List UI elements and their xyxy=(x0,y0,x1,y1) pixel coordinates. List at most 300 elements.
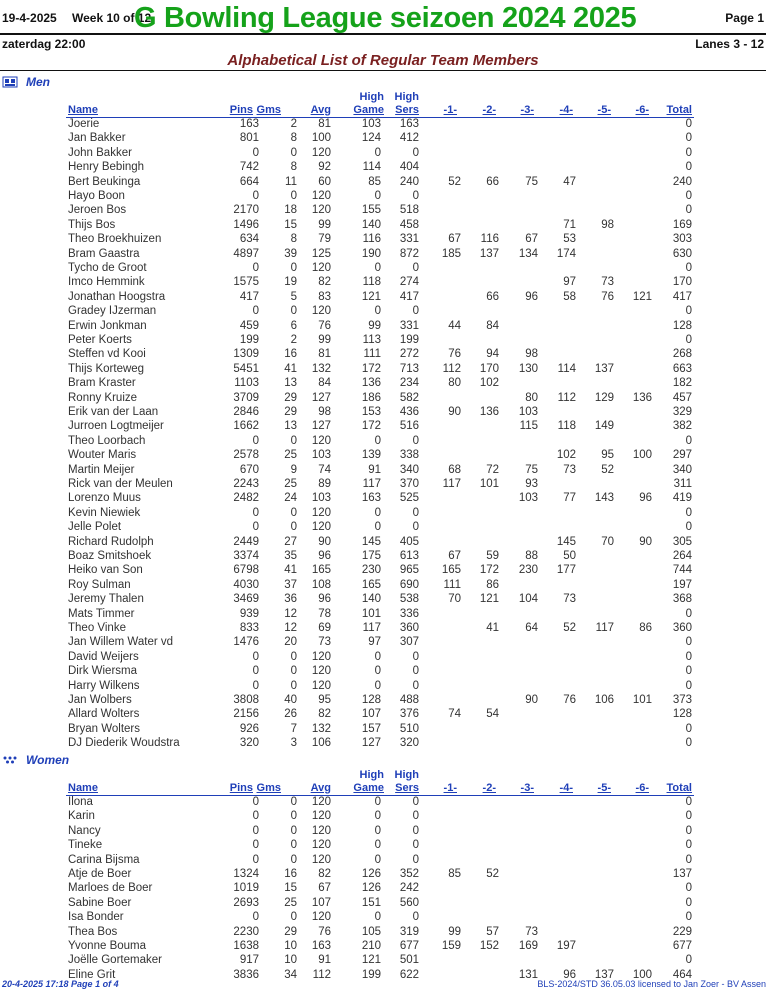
cell-games: 0 xyxy=(290,679,297,692)
member-row xyxy=(0,477,768,491)
cell-game-4: 50 xyxy=(563,550,576,562)
cell-total: 0 xyxy=(685,882,692,895)
cell-pins: 6798 xyxy=(233,564,259,577)
cell-pins: 917 xyxy=(239,954,259,967)
cell-pins: 664 xyxy=(239,175,259,188)
cell-high-game: 0 xyxy=(374,679,381,692)
cell-games: 41 xyxy=(284,564,297,577)
cell-game-1: 70 xyxy=(448,593,461,606)
cell-average: 112 xyxy=(312,968,331,981)
cell-pins: 926 xyxy=(239,722,259,735)
cell-high-game: 153 xyxy=(361,406,381,418)
cell-games: 40 xyxy=(284,694,297,706)
cell-games: 8 xyxy=(290,132,297,145)
member-name: Henry Bebingh xyxy=(68,161,145,174)
cell-games: 36 xyxy=(284,593,297,606)
cell-game-2: 101 xyxy=(479,478,499,490)
cell-average: 76 xyxy=(318,925,331,938)
cell-high-series: 458 xyxy=(399,218,419,231)
cell-average: 120 xyxy=(311,204,331,217)
cell-average: 107 xyxy=(311,896,331,909)
cell-games: 3 xyxy=(290,737,297,750)
member-name: Marloes de Boer xyxy=(68,882,153,895)
header-rule xyxy=(0,33,766,35)
member-name: Harry Wilkens xyxy=(68,679,140,692)
member-name: Roy Sulman xyxy=(68,578,131,591)
cell-high-game: 0 xyxy=(374,305,381,318)
cell-high-series: 272 xyxy=(399,348,419,361)
column-header-g6: -6- xyxy=(635,104,649,116)
member-row xyxy=(0,419,768,433)
cell-high-series: 436 xyxy=(399,406,419,418)
cell-game-4: 53 xyxy=(563,233,576,246)
cell-pins: 1103 xyxy=(234,377,259,390)
cell-game-6: 96 xyxy=(639,492,652,505)
cell-game-2: 59 xyxy=(486,550,499,562)
cell-game-2: 66 xyxy=(486,175,499,188)
cell-pins: 670 xyxy=(239,463,259,476)
member-row xyxy=(0,290,768,304)
cell-high-game: 111 xyxy=(363,348,381,361)
cell-high-series: 320 xyxy=(399,737,419,750)
cell-high-series: 360 xyxy=(399,622,419,634)
member-row xyxy=(0,621,768,635)
cell-average: 84 xyxy=(318,377,331,390)
member-row xyxy=(0,953,768,967)
cell-game-3: 169 xyxy=(518,940,538,952)
cell-total: 373 xyxy=(672,694,692,706)
cell-game-1: 99 xyxy=(448,925,461,938)
cell-total: 240 xyxy=(672,175,692,188)
cell-average: 69 xyxy=(318,622,331,634)
member-name: Jurroen Logtmeijer xyxy=(68,420,164,433)
cell-game-1: 67 xyxy=(448,233,461,246)
cell-game-6: 86 xyxy=(639,622,652,634)
cell-pins: 1476 xyxy=(233,636,259,649)
cell-pins: 0 xyxy=(252,679,259,692)
cell-total: 0 xyxy=(685,853,692,866)
cell-average: 73 xyxy=(318,636,331,649)
member-row xyxy=(0,362,768,376)
member-name: Jan Willem Water vd xyxy=(68,636,174,649)
column-header-avg: Avg xyxy=(310,782,331,794)
cell-high-game: 0 xyxy=(374,262,381,274)
member-name: Heiko van Son xyxy=(68,564,143,577)
member-name: Nancy xyxy=(68,824,101,837)
cell-game-1: 52 xyxy=(448,175,461,188)
cell-games: 26 xyxy=(284,708,297,721)
cell-average: 103 xyxy=(311,492,331,505)
cell-games: 0 xyxy=(290,824,297,837)
report-date: 19-4-2025 xyxy=(2,11,57,25)
member-row xyxy=(0,867,768,881)
cell-average: 120 xyxy=(311,262,331,274)
column-header-total: Total xyxy=(666,104,692,116)
cell-total: 303 xyxy=(672,233,692,246)
member-row xyxy=(0,448,768,462)
cell-game-4: 73 xyxy=(563,463,576,476)
member-name: Thijs Korteweg xyxy=(68,362,145,375)
cell-game-3: 93 xyxy=(525,478,538,490)
cell-high-game: 199 xyxy=(361,968,381,981)
member-row xyxy=(0,925,768,939)
cell-game-2: 137 xyxy=(479,247,499,260)
member-name: Theo Broekhuizen xyxy=(68,233,162,246)
cell-pins: 0 xyxy=(252,839,259,852)
cell-game-3: 98 xyxy=(525,348,538,361)
member-name: Carina Bijsma xyxy=(68,853,140,866)
cell-pins: 1662 xyxy=(233,420,259,433)
cell-game-6: 90 xyxy=(639,535,652,548)
member-row xyxy=(0,391,768,405)
cell-high-series: 307 xyxy=(399,636,419,649)
cell-total: 0 xyxy=(685,146,692,159)
cell-high-series: 376 xyxy=(399,708,419,721)
cell-game-4: 174 xyxy=(556,247,576,260)
cell-game-5: 143 xyxy=(594,492,614,505)
member-name: Jonathan Hoogstra xyxy=(68,290,166,303)
cell-game-1: 67 xyxy=(448,550,461,562)
column-header-high-game-1: High xyxy=(359,91,384,103)
member-name: David Weijers xyxy=(68,650,139,663)
member-row xyxy=(0,160,768,174)
cell-game-5: 117 xyxy=(595,622,614,634)
cell-total: 0 xyxy=(685,334,692,346)
cell-games: 27 xyxy=(284,535,297,548)
cell-total: 128 xyxy=(672,708,692,721)
member-name: Bram Gaastra xyxy=(68,247,140,260)
cell-game-5: 70 xyxy=(601,535,614,548)
member-row xyxy=(0,304,768,318)
cell-total: 0 xyxy=(685,665,692,678)
member-name: Jeroen Bos xyxy=(68,204,127,217)
cell-games: 37 xyxy=(284,578,297,591)
column-header-name: Name xyxy=(68,782,98,794)
cell-average: 95 xyxy=(318,694,331,706)
column-header-g5: -5- xyxy=(597,782,611,794)
cell-game-1: 159 xyxy=(441,940,461,952)
cell-game-5: 149 xyxy=(594,420,614,433)
cell-games: 29 xyxy=(284,406,297,418)
cell-high-series: 319 xyxy=(399,925,419,938)
cell-pins: 833 xyxy=(239,622,259,634)
member-row xyxy=(0,218,768,232)
cell-high-game: 0 xyxy=(374,650,381,663)
member-row xyxy=(0,232,768,246)
cell-high-game: 113 xyxy=(362,334,381,346)
cell-high-series: 965 xyxy=(399,564,419,577)
cell-games: 0 xyxy=(290,434,297,447)
cell-high-series: 872 xyxy=(399,247,419,260)
column-header-high-sers-2: Sers xyxy=(395,782,419,794)
cell-games: 5 xyxy=(290,290,297,303)
cell-high-series: 0 xyxy=(412,824,419,837)
cell-pins: 2482 xyxy=(233,492,259,505)
cell-game-1: 112 xyxy=(442,362,461,375)
cell-high-game: 127 xyxy=(361,737,381,750)
column-header-g1: -1- xyxy=(443,104,457,116)
cell-games: 0 xyxy=(290,665,297,678)
cell-high-series: 0 xyxy=(412,796,419,808)
cell-high-series: 0 xyxy=(412,506,419,519)
cell-high-series: 338 xyxy=(399,449,419,462)
cell-high-game: 230 xyxy=(361,564,381,577)
cell-average: 120 xyxy=(311,824,331,837)
cell-pins: 3374 xyxy=(233,550,259,562)
member-name: Steffen vd Kooi xyxy=(68,348,146,361)
cell-high-series: 0 xyxy=(412,190,419,202)
cell-games: 6 xyxy=(290,319,297,332)
cell-games: 20 xyxy=(284,636,297,649)
member-name: Tineke xyxy=(68,839,103,852)
cell-average: 76 xyxy=(318,319,331,332)
cell-game-1: 165 xyxy=(441,564,461,577)
cell-game-4: 47 xyxy=(563,175,576,188)
cell-average: 100 xyxy=(311,132,331,145)
cell-games: 11 xyxy=(285,175,297,188)
cell-game-3: 80 xyxy=(525,391,538,404)
league-title: G Bowling League seizoen 2024 2025 xyxy=(134,2,637,34)
cell-game-1: 68 xyxy=(448,463,461,476)
cell-game-5: 129 xyxy=(594,391,614,404)
cell-game-4: 114 xyxy=(557,362,576,375)
cell-total: 0 xyxy=(685,810,692,823)
cell-high-game: 186 xyxy=(361,391,381,404)
cell-game-5: 95 xyxy=(601,449,614,462)
member-row xyxy=(0,592,768,606)
cell-games: 10 xyxy=(284,954,297,967)
cell-high-game: 99 xyxy=(368,319,381,332)
cell-high-game: 165 xyxy=(361,578,381,591)
cell-games: 19 xyxy=(284,276,297,289)
member-name: Jeremy Thalen xyxy=(68,593,144,606)
member-name: Atje de Boer xyxy=(68,868,132,880)
cell-game-4: 77 xyxy=(563,492,576,505)
cell-game-5: 137 xyxy=(594,362,614,375)
cell-pins: 2156 xyxy=(233,708,259,721)
cell-high-game: 157 xyxy=(361,722,381,735)
cell-game-1: 76 xyxy=(448,348,461,361)
cell-total: 264 xyxy=(672,550,692,562)
member-row xyxy=(0,261,768,275)
cell-total: 169 xyxy=(672,218,692,231)
cell-average: 96 xyxy=(318,550,331,562)
cell-games: 16 xyxy=(284,868,297,880)
cell-game-4: 97 xyxy=(563,276,576,289)
cell-high-game: 140 xyxy=(361,593,381,606)
cell-total: 197 xyxy=(672,578,692,591)
member-row xyxy=(0,563,768,577)
member-name: Tycho de Groot xyxy=(68,262,147,274)
cell-total: 0 xyxy=(685,132,692,145)
cell-game-6: 121 xyxy=(632,290,652,303)
cell-game-4: 197 xyxy=(556,940,576,952)
member-name: Bram Kraster xyxy=(68,377,136,390)
cell-game-5: 52 xyxy=(601,463,614,476)
cell-pins: 2170 xyxy=(233,204,259,217)
cell-total: 0 xyxy=(685,607,692,620)
cell-high-series: 690 xyxy=(399,578,419,591)
column-header-total: Total xyxy=(666,782,692,794)
cell-games: 8 xyxy=(290,233,297,246)
cell-pins: 0 xyxy=(252,650,259,663)
cell-average: 120 xyxy=(311,305,331,318)
cell-high-series: 0 xyxy=(412,650,419,663)
column-header-gms: Gms xyxy=(256,104,281,116)
cell-games: 25 xyxy=(284,478,297,490)
cell-pins: 320 xyxy=(239,737,259,750)
cell-high-series: 516 xyxy=(399,420,419,433)
cell-high-series: 274 xyxy=(399,276,419,289)
cell-total: 0 xyxy=(685,204,692,217)
cell-game-2: 116 xyxy=(480,233,499,246)
cell-total: 419 xyxy=(672,492,692,505)
cell-games: 13 xyxy=(284,420,297,433)
cell-high-game: 116 xyxy=(362,233,381,246)
column-header-high-sers-1: High xyxy=(394,769,419,781)
cell-high-series: 0 xyxy=(412,305,419,318)
cell-total: 382 xyxy=(672,420,692,433)
cell-game-2: 102 xyxy=(479,377,499,390)
member-name: Jelle Polet xyxy=(68,521,122,534)
member-row xyxy=(0,535,768,549)
cell-pins: 2693 xyxy=(233,896,259,909)
cell-average: 67 xyxy=(318,882,331,895)
member-row xyxy=(0,707,768,721)
column-header-avg: Avg xyxy=(310,104,331,116)
cell-high-series: 0 xyxy=(412,810,419,823)
cell-high-series: 331 xyxy=(399,319,419,332)
cell-pins: 459 xyxy=(239,319,259,332)
cell-high-series: 412 xyxy=(399,132,419,145)
cell-games: 2 xyxy=(290,118,297,130)
cell-high-game: 210 xyxy=(361,940,381,952)
cell-high-series: 0 xyxy=(412,911,419,924)
member-row xyxy=(0,275,768,289)
cell-pins: 3709 xyxy=(233,391,259,404)
cell-pins: 199 xyxy=(239,334,259,346)
cell-high-game: 0 xyxy=(374,146,381,159)
cell-game-5: 137 xyxy=(594,968,614,981)
member-row xyxy=(0,131,768,145)
cell-pins: 2449 xyxy=(233,535,259,548)
cell-high-game: 0 xyxy=(374,810,381,823)
cell-average: 79 xyxy=(318,233,331,246)
column-header-high-sers-2: Sers xyxy=(395,104,419,116)
cell-high-game: 190 xyxy=(361,247,381,260)
cell-pins: 0 xyxy=(252,521,259,534)
cell-pins: 0 xyxy=(252,810,259,823)
cell-total: 744 xyxy=(672,564,692,577)
member-row xyxy=(0,491,768,505)
cell-average: 81 xyxy=(318,348,331,361)
cell-game-3: 115 xyxy=(519,420,538,433)
cell-average: 60 xyxy=(318,175,331,188)
cell-game-3: 73 xyxy=(525,925,538,938)
member-name: Dirk Wiersma xyxy=(68,665,137,678)
member-row xyxy=(0,896,768,910)
cell-game-3: 134 xyxy=(518,247,538,260)
cell-game-4: 71 xyxy=(563,218,576,231)
cell-average: 127 xyxy=(311,420,331,433)
member-name: Richard Rudolph xyxy=(68,535,154,548)
cell-total: 0 xyxy=(685,911,692,924)
cell-high-game: 105 xyxy=(361,925,381,938)
cell-games: 0 xyxy=(290,521,297,534)
cell-high-series: 538 xyxy=(399,593,419,606)
cell-average: 163 xyxy=(311,940,331,952)
cell-high-game: 101 xyxy=(361,607,381,620)
cell-game-3: 96 xyxy=(525,290,538,303)
cell-games: 0 xyxy=(290,853,297,866)
cell-game-2: 66 xyxy=(486,290,499,303)
cell-total: 229 xyxy=(672,925,692,938)
cell-high-series: 613 xyxy=(399,550,419,562)
cell-game-3: 230 xyxy=(518,564,538,577)
cell-average: 120 xyxy=(311,190,331,202)
cell-game-1: 80 xyxy=(448,377,461,390)
member-row xyxy=(0,607,768,621)
cell-games: 10 xyxy=(284,940,297,952)
cell-pins: 4030 xyxy=(233,578,259,591)
cell-game-4: 112 xyxy=(557,391,576,404)
cell-game-4: 76 xyxy=(563,694,576,706)
member-name: Bryan Wolters xyxy=(68,722,141,735)
cell-games: 7 xyxy=(290,722,297,735)
member-name: Boaz Smitshoek xyxy=(68,550,152,562)
member-name: Allard Wolters xyxy=(68,708,140,721)
cell-games: 0 xyxy=(290,796,297,808)
member-row xyxy=(0,693,768,707)
cell-game-3: 64 xyxy=(525,622,538,634)
cell-total: 677 xyxy=(672,940,692,952)
cell-games: 16 xyxy=(284,348,297,361)
member-row xyxy=(0,520,768,534)
member-row xyxy=(0,333,768,347)
member-name: DJ Diederik Woudstra xyxy=(68,737,180,750)
cell-high-series: 510 xyxy=(399,722,419,735)
cell-high-game: 118 xyxy=(362,276,381,289)
member-row xyxy=(0,347,768,361)
cell-average: 90 xyxy=(318,535,331,548)
cell-total: 457 xyxy=(672,391,692,404)
cell-pins: 0 xyxy=(252,853,259,866)
cell-high-series: 340 xyxy=(399,463,419,476)
member-name: Joerie xyxy=(68,118,100,130)
cell-game-2: 170 xyxy=(479,362,499,375)
cell-games: 12 xyxy=(284,607,297,620)
cell-high-series: 0 xyxy=(412,679,419,692)
cell-total: 0 xyxy=(685,636,692,649)
cell-average: 98 xyxy=(318,406,331,418)
column-header-high-sers-1: High xyxy=(394,91,419,103)
column-header-pins: Pins xyxy=(229,782,253,794)
member-name: John Bakker xyxy=(68,146,132,159)
cell-average: 99 xyxy=(318,334,331,346)
cell-high-game: 117 xyxy=(362,478,381,490)
cell-average: 120 xyxy=(311,146,331,159)
cell-pins: 0 xyxy=(252,824,259,837)
cell-game-1: 90 xyxy=(448,406,461,418)
cell-high-series: 331 xyxy=(399,233,419,246)
cell-total: 0 xyxy=(685,434,692,447)
cell-pins: 2578 xyxy=(233,449,259,462)
cell-game-3: 88 xyxy=(525,550,538,562)
cell-high-series: 560 xyxy=(399,896,419,909)
cell-games: 15 xyxy=(284,218,297,231)
cell-game-3: 130 xyxy=(518,362,538,375)
cell-average: 83 xyxy=(318,290,331,303)
